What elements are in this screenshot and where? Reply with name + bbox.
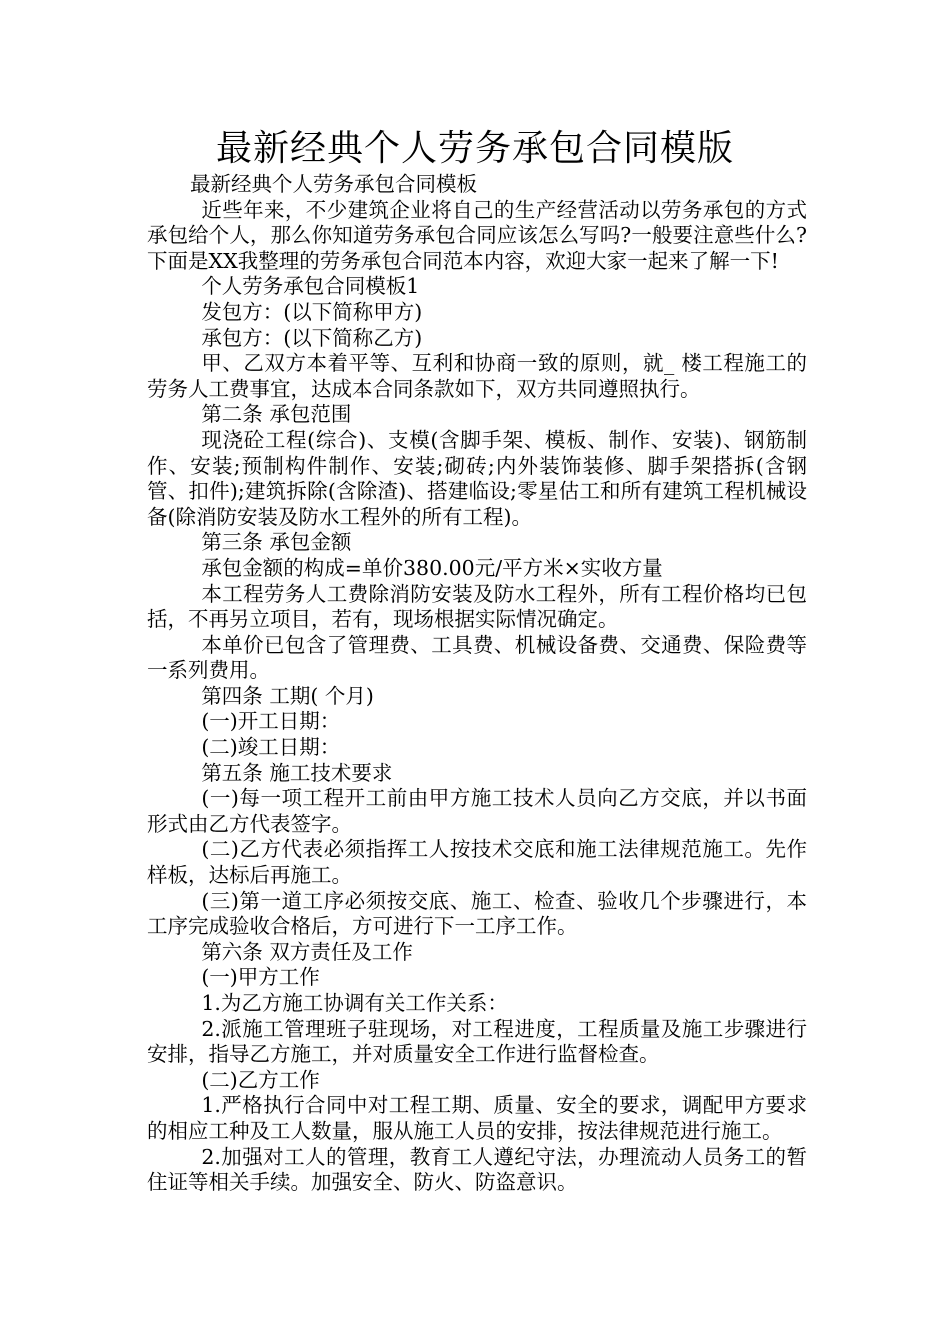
- document-title: 最新经典个人劳务承包合同模版: [215, 128, 734, 169]
- party-b-line: 承包方：(以下简称乙方): [201, 325, 423, 350]
- contract-paragraph: 本单价已包含了管理费、工具费、机械设备费、交通费、保险费等一系列费用。: [147, 632, 807, 683]
- subsection-heading: (二)乙方工作: [201, 1067, 320, 1092]
- section-heading: 个人劳务承包合同模板1: [201, 274, 420, 299]
- article-heading: 第三条 承包金额: [201, 530, 352, 555]
- contract-paragraph: 现浇砼工程(综合)、支模(含脚手架、模板、制作、安装)、钢筋制作、安装;预制构件制作、安装;砌砖;内外装饰装修、脚手架搭拆(含钢管、扣件);建筑拆除(含除渣)、搭建临设;零星估工和所有建筑工程机械设备(除消防安装及防水工程外的所有工程)。: [147, 427, 807, 529]
- contract-paragraph: 2.加强对工人的管理，教育工人遵纪守法，办理流动人员务工的暂住证等相关手续。加强安全、防火、防盗意识。: [147, 1144, 807, 1195]
- contract-paragraph: 2.派施工管理班子驻现场，对工程进度，工程质量及施工步骤进行安排，指导乙方施工，并对质量安全工作进行监督检查。: [147, 1016, 807, 1067]
- preamble-paragraph: 甲、乙双方本着平等、互利和协商一致的原则，就_ 楼工程施工的劳务人工费事宜，达成本合同条款如下，双方共同遵照执行。: [147, 351, 807, 401]
- article-heading: 第六条 双方责任及工作: [201, 939, 413, 964]
- article-heading: 第二条 承包范围: [201, 402, 352, 427]
- document-body: [147, 172, 807, 1196]
- intro-paragraph: 近些年来，不少建筑企业将自己的生产经营活动以劳务承包的方式承包给个人，那么你知道劳务承包合同应该怎么写吗?一般要注意些什么?下面是XX我整理的劳务承包合同范本内容，欢迎大家一起来了解一下!: [147, 197, 807, 273]
- contract-paragraph: 1.为乙方施工协调有关工作关系：: [201, 991, 508, 1015]
- contract-paragraph: 本工程劳务人工费除消防安装及防水工程外，所有工程价格均已包括，不再另立项目，若有，现场根据实际情况确定。: [147, 581, 807, 632]
- contract-paragraph: (三)第一道工序必须按交底、施工、检查、验收几个步骤进行，本工序完成验收合格后，方可进行下一工序工作。: [147, 888, 807, 939]
- contract-paragraph: 承包金额的构成=单价380.00元/平方米×实收方量: [201, 555, 663, 580]
- subsection-heading: (一)甲方工作: [201, 965, 320, 990]
- article-heading: 第五条 施工技术要求: [201, 760, 393, 785]
- contract-paragraph: (二)乙方代表必须指挥工人按技术交底和施工法律规范施工。先作样板，达标后再施工。: [147, 837, 807, 888]
- party-a-line: 发包方：(以下简称甲方): [201, 299, 423, 324]
- article-heading: 第四条 工期( 个月): [201, 683, 374, 708]
- document-subtitle: 最新经典个人劳务承包合同模板: [190, 172, 478, 196]
- contract-paragraph: 1.严格执行合同中对工程工期、质量、安全的要求，调配甲方要求的相应工种及工人数量，服从施工人员的安排，按法律规范进行施工。: [147, 1093, 807, 1143]
- contract-paragraph: (一)开工日期：: [201, 709, 341, 734]
- contract-paragraph: (二)竣工日期：: [201, 735, 341, 760]
- contract-paragraph: (一)每一项工程开工前由甲方施工技术人员向乙方交底，并以书面形式由乙方代表签字。: [147, 786, 807, 836]
